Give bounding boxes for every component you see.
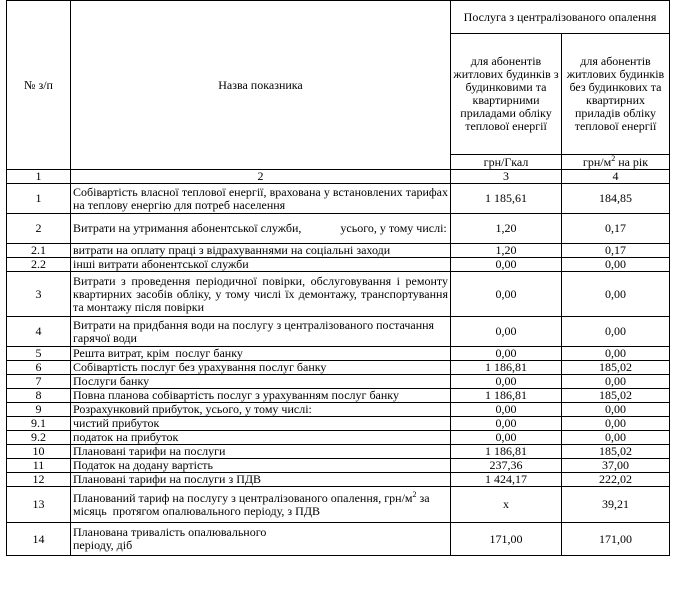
row-num: 11 xyxy=(7,459,71,473)
row-name-part-a: Планований тариф на послугу з централізованого опалення, грн/м xyxy=(73,490,413,505)
colnum-4: 4 xyxy=(562,170,670,184)
row-value-col4: 171,00 xyxy=(562,523,670,556)
row-value-col3: 0,00 xyxy=(451,317,562,347)
row-value-col3: 0,00 xyxy=(451,403,562,417)
row-name: Витрати на придбання води на послугу з централізованого постачання гарячої води xyxy=(71,317,451,347)
table-row xyxy=(7,184,670,214)
table-row xyxy=(7,361,670,375)
row-num: 8 xyxy=(7,389,71,403)
row-num: 6 xyxy=(7,361,71,375)
row-num: 9 xyxy=(7,403,71,417)
unit4-suffix: на рік xyxy=(615,154,649,169)
row-value-col3: 1 186,81 xyxy=(451,361,562,375)
table-row xyxy=(7,389,670,403)
row-num: 2.2 xyxy=(7,258,71,272)
row-num: 9.2 xyxy=(7,431,71,445)
row-value-col4: 37,00 xyxy=(562,459,670,473)
row-value-col3: х xyxy=(451,487,562,523)
row-value-col3: 1,20 xyxy=(451,214,562,244)
header-col3: для абонентів житлових будинків з будинковими та квартирними приладами обліку теплової енергії xyxy=(451,34,562,155)
row-name: Плановані тарифи на послуги з ПДВ xyxy=(71,473,451,487)
header-col4: для абонентів житлових будинків без будинкових та квартирних приладів обліку теплової енергії xyxy=(562,34,670,155)
table-row xyxy=(7,317,670,347)
row-name: Витрати з проведення періодичної повірки, обслуговування і ремонту квартирних засобів обліку, у тому числі їх демонтажу, транспортування та монтажу після повірки xyxy=(71,272,451,317)
row-value-col3: 1,20 xyxy=(451,244,562,258)
unit4-prefix: грн/м xyxy=(582,154,612,169)
row-num: 2 xyxy=(7,214,71,244)
row-name: Плановані тарифи на послуги xyxy=(71,445,451,459)
row-name-part-b: за місяць протягом опалювального періоду, з ПДВ xyxy=(73,490,433,518)
unit-col3: грн/Гкал xyxy=(451,155,562,170)
row-name xyxy=(71,487,451,523)
row-value-col3: 1 424,17 xyxy=(451,473,562,487)
row-num: 3 xyxy=(7,272,71,317)
row-value-col4: 185,02 xyxy=(562,361,670,375)
row-value-col4: 185,02 xyxy=(562,445,670,459)
row-value-col4: 0,00 xyxy=(562,375,670,389)
row-value-col4: 0,00 xyxy=(562,431,670,445)
table-row xyxy=(7,375,670,389)
row-num: 14 xyxy=(7,523,71,556)
header-name: Назва показника xyxy=(71,1,451,170)
row-value-col3: 1 186,81 xyxy=(451,389,562,403)
row-num: 7 xyxy=(7,375,71,389)
table-row xyxy=(7,431,670,445)
row-name: інші витрати абонентської служби xyxy=(71,258,451,272)
row-value-col4: 0,17 xyxy=(562,244,670,258)
row-num: 2.1 xyxy=(7,244,71,258)
unit-col4 xyxy=(562,155,670,170)
row-value-col4: 0,00 xyxy=(562,272,670,317)
row-name: податок на прибуток xyxy=(71,431,451,445)
row-value-col4: 0,00 xyxy=(562,258,670,272)
row-value-col4: 184,85 xyxy=(562,184,670,214)
row-value-col3: 1 185,61 xyxy=(451,184,562,214)
table-row xyxy=(7,473,670,487)
colnum-3: 3 xyxy=(451,170,562,184)
table-row xyxy=(7,244,670,258)
header-group: Послуга з централізованого опалення xyxy=(451,1,670,34)
row-value-col3: 0,00 xyxy=(451,417,562,431)
colnum-2: 2 xyxy=(71,170,451,184)
row-value-col4: 39,21 xyxy=(562,487,670,523)
row-name: Податок на додану вартість xyxy=(71,459,451,473)
tariff-table xyxy=(6,0,670,556)
row-num: 12 xyxy=(7,473,71,487)
row-value-col3: 171,00 xyxy=(451,523,562,556)
table-row xyxy=(7,445,670,459)
row-num: 5 xyxy=(7,347,71,361)
table-row xyxy=(7,214,670,244)
table-row xyxy=(7,403,670,417)
row-name: Витрати на утримання абонентської служби, усього, у тому числі: xyxy=(71,214,451,244)
row-name: витрати на оплату праці з відрахуваннями на соціальні заходи xyxy=(71,244,451,258)
row-value-col3: 0,00 xyxy=(451,375,562,389)
row-num: 9.1 xyxy=(7,417,71,431)
row-name: Собівартість послуг без урахування послуг банку xyxy=(71,361,451,375)
row-num: 4 xyxy=(7,317,71,347)
row-value-col3: 1 186,81 xyxy=(451,445,562,459)
row-name: Решта витрат, крім послуг банку xyxy=(71,347,451,361)
row-num: 1 xyxy=(7,184,71,214)
row-value-col4: 0,00 xyxy=(562,347,670,361)
row-value-col4: 185,02 xyxy=(562,389,670,403)
row-name: Повна планова собівартість послуг з урахуванням послуг банку xyxy=(71,389,451,403)
row-value-col4: 0,00 xyxy=(562,417,670,431)
colnum-1: 1 xyxy=(7,170,71,184)
table-row xyxy=(7,459,670,473)
row-value-col3: 0,00 xyxy=(451,258,562,272)
header-num: № з/п xyxy=(7,1,71,170)
row-value-col3: 0,00 xyxy=(451,272,562,317)
unit4-sup: 2 xyxy=(611,153,616,163)
row-name: Розрахунковий прибуток, усього, у тому числі: xyxy=(71,403,451,417)
row-value-col4: 0,17 xyxy=(562,214,670,244)
row-num: 13 xyxy=(7,487,71,523)
table-row xyxy=(7,272,670,317)
row-name: Собівартість власної теплової енергії, врахована у встановлених тарифах на теплову енергію для потреб населення xyxy=(71,184,451,214)
table-row xyxy=(7,487,670,523)
table-row xyxy=(7,347,670,361)
row-value-col3: 0,00 xyxy=(451,431,562,445)
row-value-col4: 0,00 xyxy=(562,403,670,417)
row-name: Планована тривалість опалювального періоду, діб xyxy=(71,523,451,556)
table-row xyxy=(7,523,670,556)
row-name: Послуги банку xyxy=(71,375,451,389)
row-num: 10 xyxy=(7,445,71,459)
row-value-col3: 237,36 xyxy=(451,459,562,473)
table-row xyxy=(7,258,670,272)
row-value-col4: 222,02 xyxy=(562,473,670,487)
row-value-col4: 0,00 xyxy=(562,317,670,347)
table-row xyxy=(7,417,670,431)
row-name-sup: 2 xyxy=(412,489,417,499)
row-value-col3: 0,00 xyxy=(451,347,562,361)
row-name: чистий прибуток xyxy=(71,417,451,431)
